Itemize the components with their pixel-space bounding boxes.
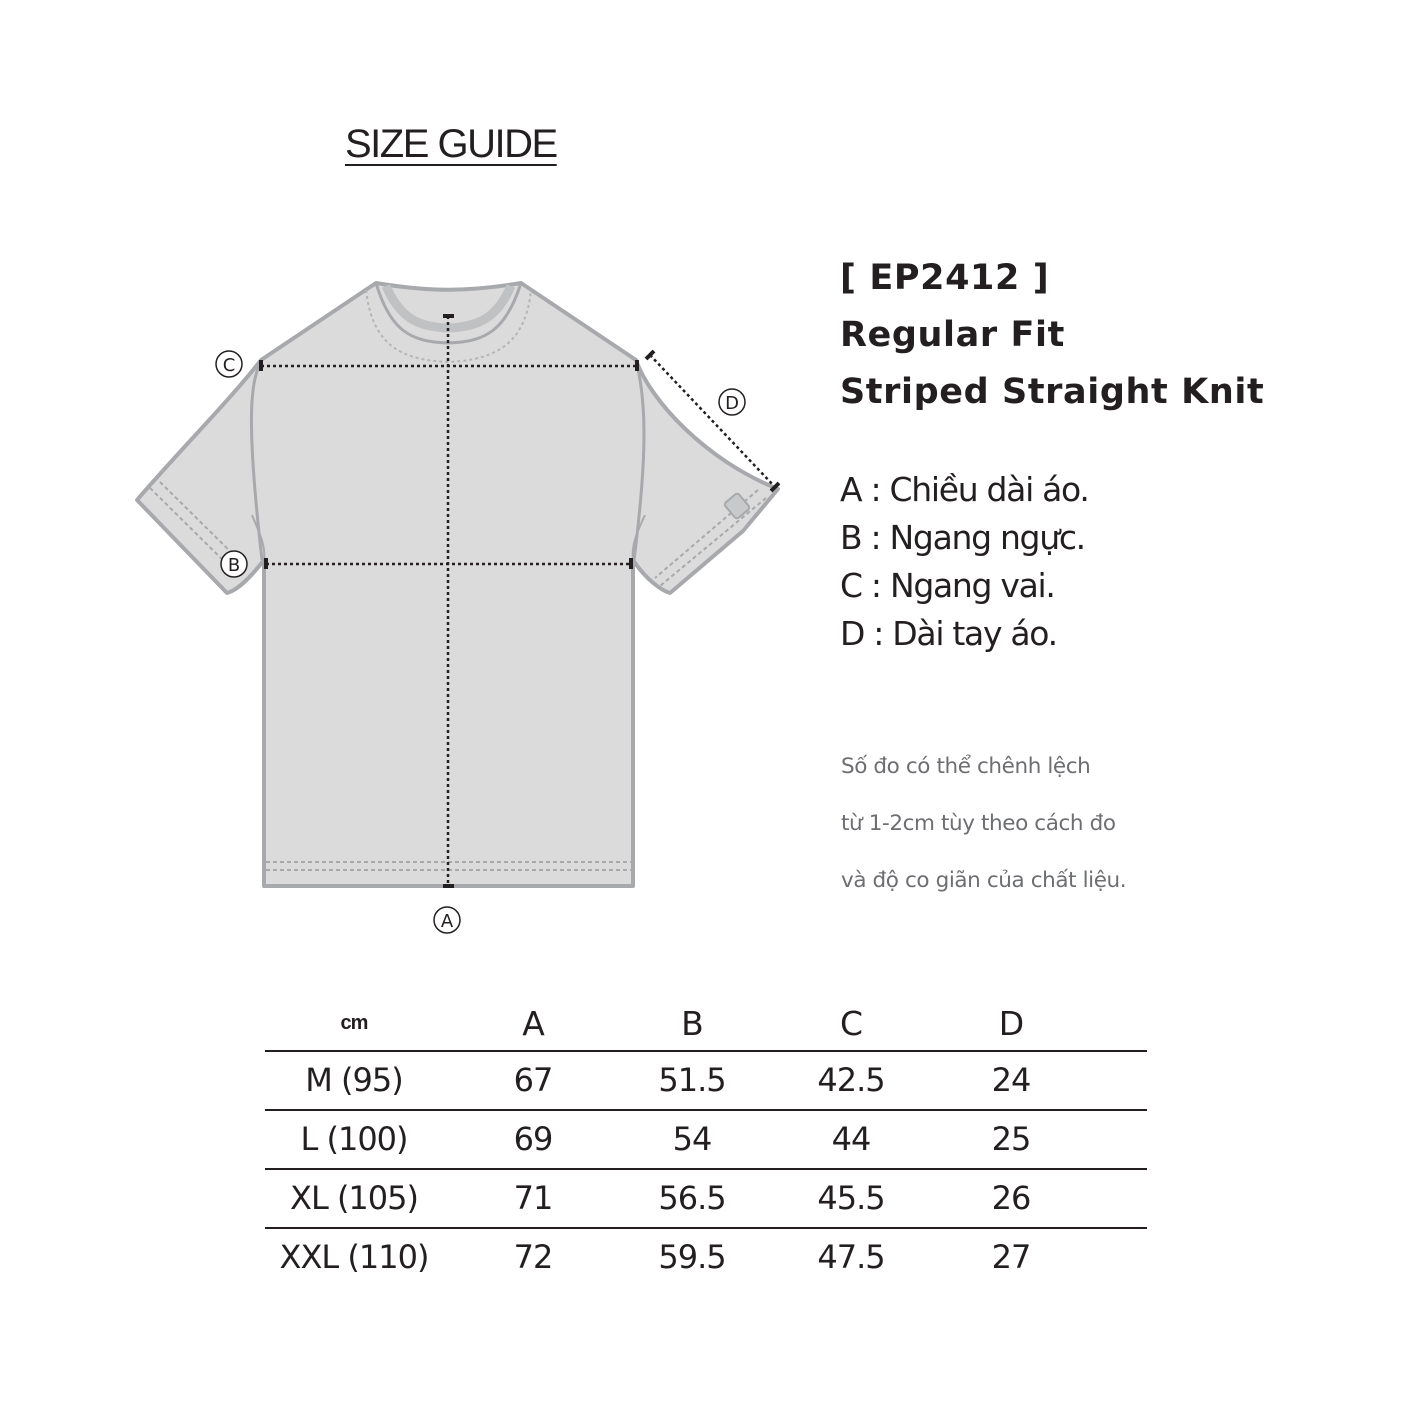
measurement-legend	[840, 466, 1089, 658]
value-cell: 27	[991, 1238, 1031, 1276]
size-cell: XL (105)	[290, 1179, 418, 1217]
size-cell: XXL (110)	[279, 1238, 429, 1276]
label-b-marker	[221, 551, 247, 577]
note-line: Số đo có thể chênh lệch	[841, 754, 1091, 779]
value-cell: 67	[513, 1061, 553, 1099]
value-cell: 56.5	[658, 1179, 726, 1217]
table-row	[265, 1229, 1147, 1286]
legend-item: A : Chiều dài áo.	[840, 470, 1089, 509]
value-cell: 59.5	[658, 1238, 726, 1276]
value-cell: 45.5	[817, 1179, 885, 1217]
size-table	[265, 997, 1147, 1286]
legend-item: D : Dài tay áo.	[840, 614, 1057, 653]
note-line: từ 1-2cm tùy theo cách đo	[841, 811, 1116, 836]
value-cell: 24	[991, 1061, 1031, 1099]
note-line: và độ co giãn của chất liệu.	[841, 868, 1127, 893]
header-unit: cm	[340, 1012, 368, 1034]
legend-item: B : Ngang ngực.	[840, 518, 1085, 557]
label-d-marker	[719, 389, 745, 415]
header-b: B	[681, 1004, 703, 1043]
label-a-text: A	[440, 911, 454, 932]
header-a: A	[522, 1004, 544, 1043]
value-cell: 51.5	[658, 1061, 726, 1099]
measurement-note	[841, 738, 1126, 909]
product-code: [ EP2412 ]	[840, 258, 1050, 298]
value-cell: 54	[672, 1120, 712, 1158]
label-c-text: C	[222, 355, 236, 376]
label-b-text: B	[227, 555, 241, 576]
value-cell: 44	[831, 1120, 871, 1158]
table-row	[265, 1111, 1147, 1170]
value-cell: 26	[991, 1179, 1031, 1217]
value-cell: 69	[513, 1120, 553, 1158]
value-cell: 71	[513, 1179, 553, 1217]
header-c: C	[839, 1004, 863, 1043]
header-d: D	[998, 1004, 1024, 1043]
table-row	[265, 1052, 1147, 1111]
value-cell: 25	[991, 1120, 1031, 1158]
value-cell: 47.5	[817, 1238, 885, 1276]
product-info	[840, 250, 1264, 421]
table-row	[265, 1170, 1147, 1229]
label-c-marker	[216, 351, 242, 377]
value-cell: 72	[513, 1238, 553, 1276]
label-a-marker	[434, 907, 460, 933]
page-title: SIZE GUIDE	[345, 122, 557, 166]
legend-item: C : Ngang vai.	[840, 566, 1055, 605]
product-fit: Regular Fit	[840, 315, 1065, 355]
product-name: Striped Straight Knit	[840, 372, 1265, 412]
size-cell: M (95)	[305, 1061, 403, 1099]
value-cell: 42.5	[817, 1061, 885, 1099]
size-cell: L (100)	[300, 1120, 408, 1158]
table-header-row	[265, 997, 1147, 1052]
label-d-text: D	[725, 393, 739, 414]
